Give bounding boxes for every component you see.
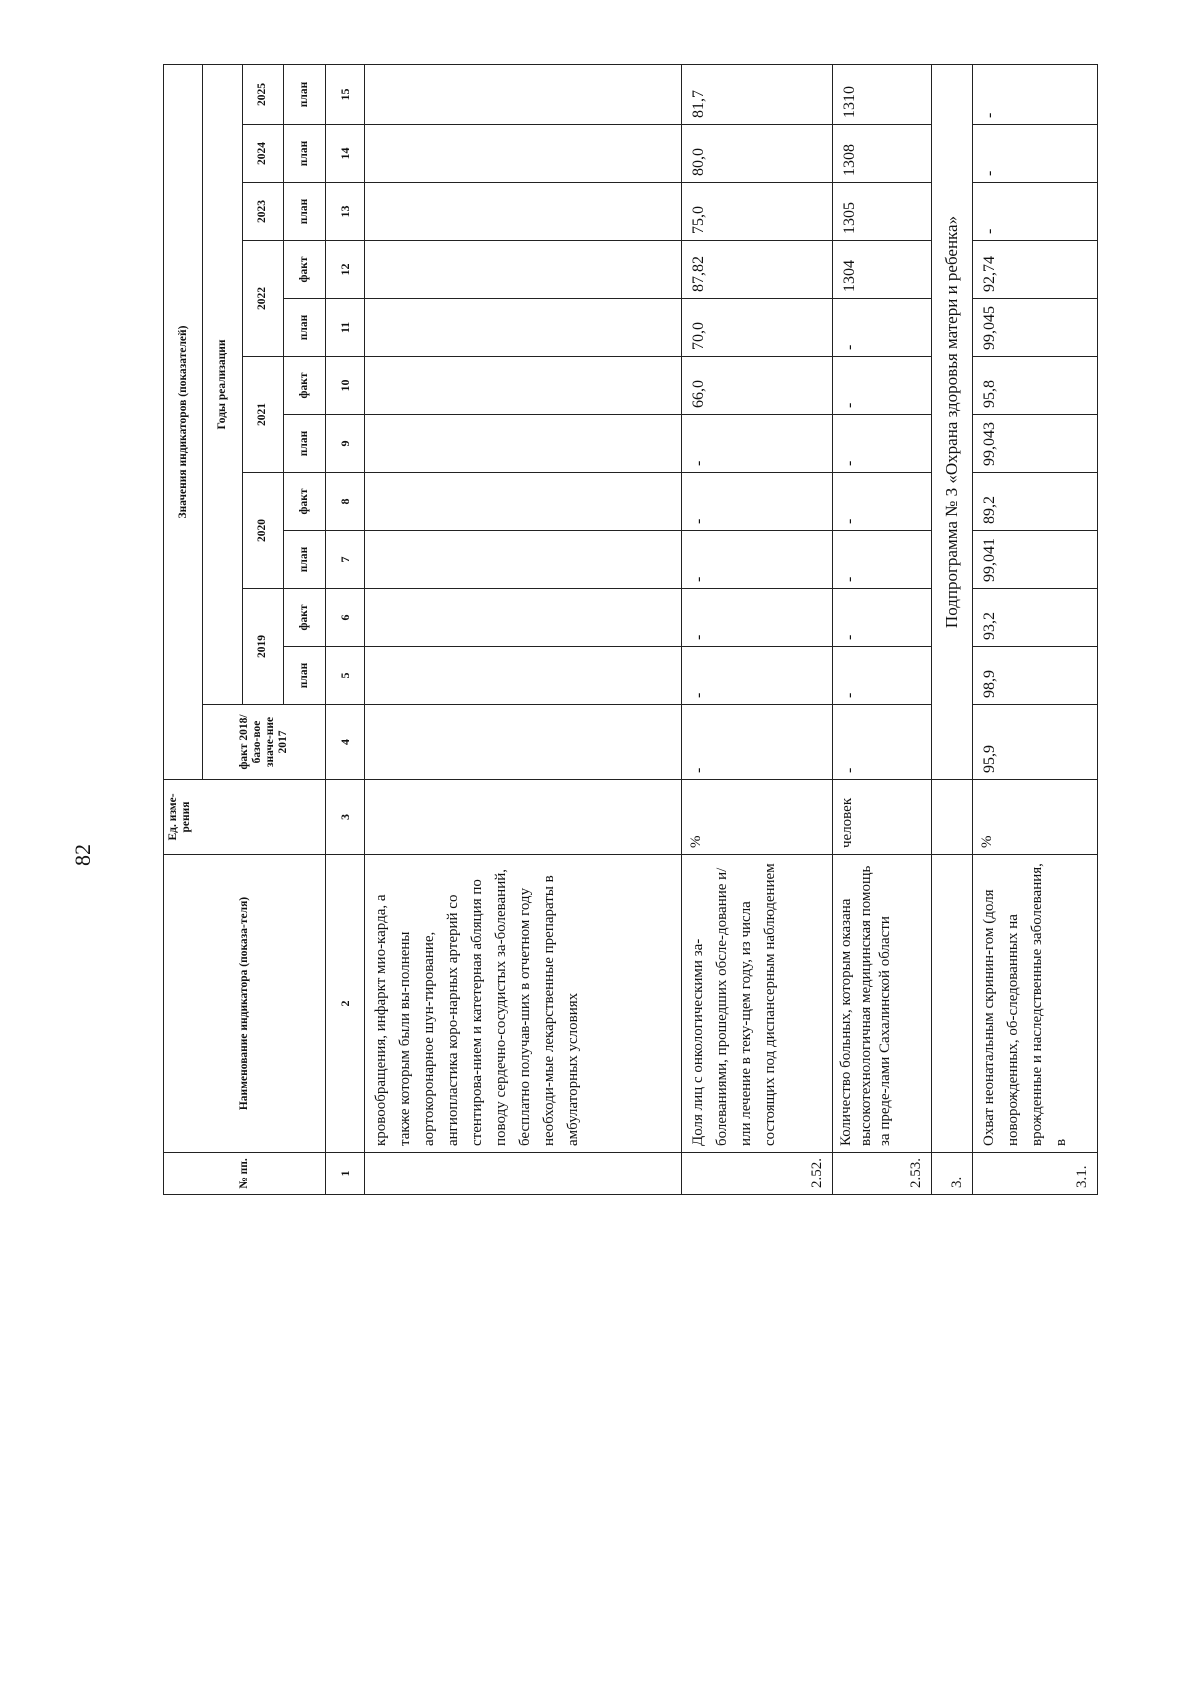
indicator-value: 75,0	[681, 183, 833, 241]
indicator-value	[365, 415, 682, 473]
indicator-value: 1310	[833, 64, 932, 124]
indicator-name: Количество больных, которым оказана высокотехнологичная медицинская помощь за преде-лами Сахалинской области	[833, 855, 932, 1153]
indicator-value: 95,9	[973, 705, 1098, 780]
row-number: 3.	[931, 1153, 973, 1195]
indicator-value	[365, 473, 682, 531]
header-year-2021: 2021	[242, 357, 284, 473]
indicator-value: -	[973, 64, 1098, 124]
indicator-value: 99,041	[973, 531, 1098, 589]
table-row-continuation	[365, 64, 682, 1194]
page-number: 82	[70, 844, 95, 866]
header-values-title: Значения индикаторов (показателей)	[164, 64, 203, 779]
row-number: 2.52.	[681, 1153, 833, 1195]
header-plan: план	[284, 64, 326, 124]
indicator-value: -	[833, 705, 932, 780]
header-plan: план	[284, 183, 326, 241]
indicator-name: кровообращения, инфаркт мио-карда, а также которым были вы-полнены аортокоронарное шун-тирование, ангиопластика коро-нарных артерий со стентирова-нием и катетерная абляция по поводу сердечно-сосудистых за-болеваний, бесплатно получав-ших в отчетном году необходи-мые лекарственные препараты в амбулаторных условиях	[365, 855, 682, 1153]
indicator-value: 87,82	[681, 241, 833, 299]
header-year-2025: 2025	[242, 64, 284, 124]
indicator-value: -	[833, 473, 932, 531]
indicator-value: 66,0	[681, 357, 833, 415]
rotated-table-container	[163, 65, 1098, 1195]
subprogram-unit-spacer	[931, 780, 973, 855]
indicator-value	[365, 705, 682, 780]
indicator-unit	[365, 780, 682, 855]
indicator-value: 98,9	[973, 647, 1098, 705]
header-base: факт 2018/базо-вое значе-ние 2017	[203, 705, 325, 780]
header-name: Наименование индикатора (показа-теля)	[164, 855, 326, 1153]
subprogram-title: Подпрограмма № 3 «Охрана здоровья матери и ребенка»	[931, 64, 973, 779]
column-number: 2	[325, 855, 364, 1153]
column-number: 1	[325, 1153, 364, 1195]
indicator-value: 92,74	[973, 241, 1098, 299]
indicator-value: 80,0	[681, 125, 833, 183]
indicator-unit: %	[681, 780, 833, 855]
header-fact: факт	[284, 473, 326, 531]
table-row-2-53	[833, 64, 932, 1194]
indicator-value: 1305	[833, 183, 932, 241]
subprogram-name-spacer	[931, 855, 973, 1153]
header-year-2019: 2019	[242, 589, 284, 705]
indicator-value: 70,0	[681, 299, 833, 357]
indicator-value: 81,7	[681, 64, 833, 124]
table-row-2-52	[681, 64, 833, 1194]
column-number: 10	[325, 357, 364, 415]
indicator-value: -	[681, 589, 833, 647]
header-year-2020: 2020	[242, 473, 284, 589]
indicator-value	[365, 125, 682, 183]
indicator-value: -	[973, 183, 1098, 241]
header-year-2023: 2023	[242, 183, 284, 241]
header-no: № пп.	[164, 1153, 326, 1195]
indicator-value	[365, 357, 682, 415]
indicator-unit: человек	[833, 780, 932, 855]
header-plan: план	[284, 125, 326, 183]
indicator-value	[365, 241, 682, 299]
indicator-value: -	[833, 357, 932, 415]
indicator-value	[365, 647, 682, 705]
indicator-value: -	[973, 125, 1098, 183]
column-number-row	[325, 64, 364, 1194]
column-number: 7	[325, 531, 364, 589]
indicator-value: -	[833, 415, 932, 473]
indicator-name: Доля лиц с онкологическими за-болеваниями, прошедших обсле-дование и/или лечение в теку-щем году, из числа состоящих под диспансерным наблюдением	[681, 855, 833, 1153]
indicator-value: 99,045	[973, 299, 1098, 357]
indicator-value: -	[833, 299, 932, 357]
row-number: 3.1.	[973, 1153, 1098, 1195]
indicator-value: 1308	[833, 125, 932, 183]
indicator-value	[365, 531, 682, 589]
indicator-value: -	[833, 531, 932, 589]
header-fact: факт	[284, 357, 326, 415]
indicator-value: -	[681, 415, 833, 473]
table-row-3-1	[973, 64, 1098, 1194]
indicator-value: 95,8	[973, 357, 1098, 415]
header-years-title: Годы реализации	[203, 64, 242, 704]
indicator-unit: %	[973, 780, 1098, 855]
column-number: 5	[325, 647, 364, 705]
header-year-2024: 2024	[242, 125, 284, 183]
row-number: 2.53.	[833, 1153, 932, 1195]
column-number: 15	[325, 64, 364, 124]
indicator-value: -	[681, 473, 833, 531]
indicator-value: 1304	[833, 241, 932, 299]
indicator-name: Охват неонатальным скринин-гом (доля новорожденных, об-следованных на врожденные и наследственные заболевания, в	[973, 855, 1098, 1153]
header-fact: факт	[284, 241, 326, 299]
row-number	[365, 1153, 682, 1195]
column-number: 6	[325, 589, 364, 647]
column-number: 9	[325, 415, 364, 473]
indicators-table	[163, 64, 1098, 1195]
indicator-value: 93,2	[973, 589, 1098, 647]
header-plan: план	[284, 531, 326, 589]
header-unit: Ед. изме-рения	[164, 780, 326, 855]
indicator-value: 99,043	[973, 415, 1098, 473]
header-plan: план	[284, 647, 326, 705]
column-number: 11	[325, 299, 364, 357]
indicator-value	[365, 299, 682, 357]
indicator-value	[365, 183, 682, 241]
column-number: 3	[325, 780, 364, 855]
indicator-value: -	[681, 647, 833, 705]
indicator-value	[365, 589, 682, 647]
indicator-value: -	[681, 531, 833, 589]
indicator-value: -	[833, 589, 932, 647]
header-fact: факт	[284, 589, 326, 647]
header-plan: план	[284, 415, 326, 473]
indicator-value: 89,2	[973, 473, 1098, 531]
header-year-2022: 2022	[242, 241, 284, 357]
subprogram-row	[931, 64, 973, 1194]
indicator-value: -	[681, 705, 833, 780]
column-number: 13	[325, 183, 364, 241]
column-number: 4	[325, 705, 364, 780]
column-number: 14	[325, 125, 364, 183]
header-plan: план	[284, 299, 326, 357]
column-number: 12	[325, 241, 364, 299]
indicator-value: -	[833, 647, 932, 705]
column-number: 8	[325, 473, 364, 531]
indicator-value	[365, 64, 682, 124]
